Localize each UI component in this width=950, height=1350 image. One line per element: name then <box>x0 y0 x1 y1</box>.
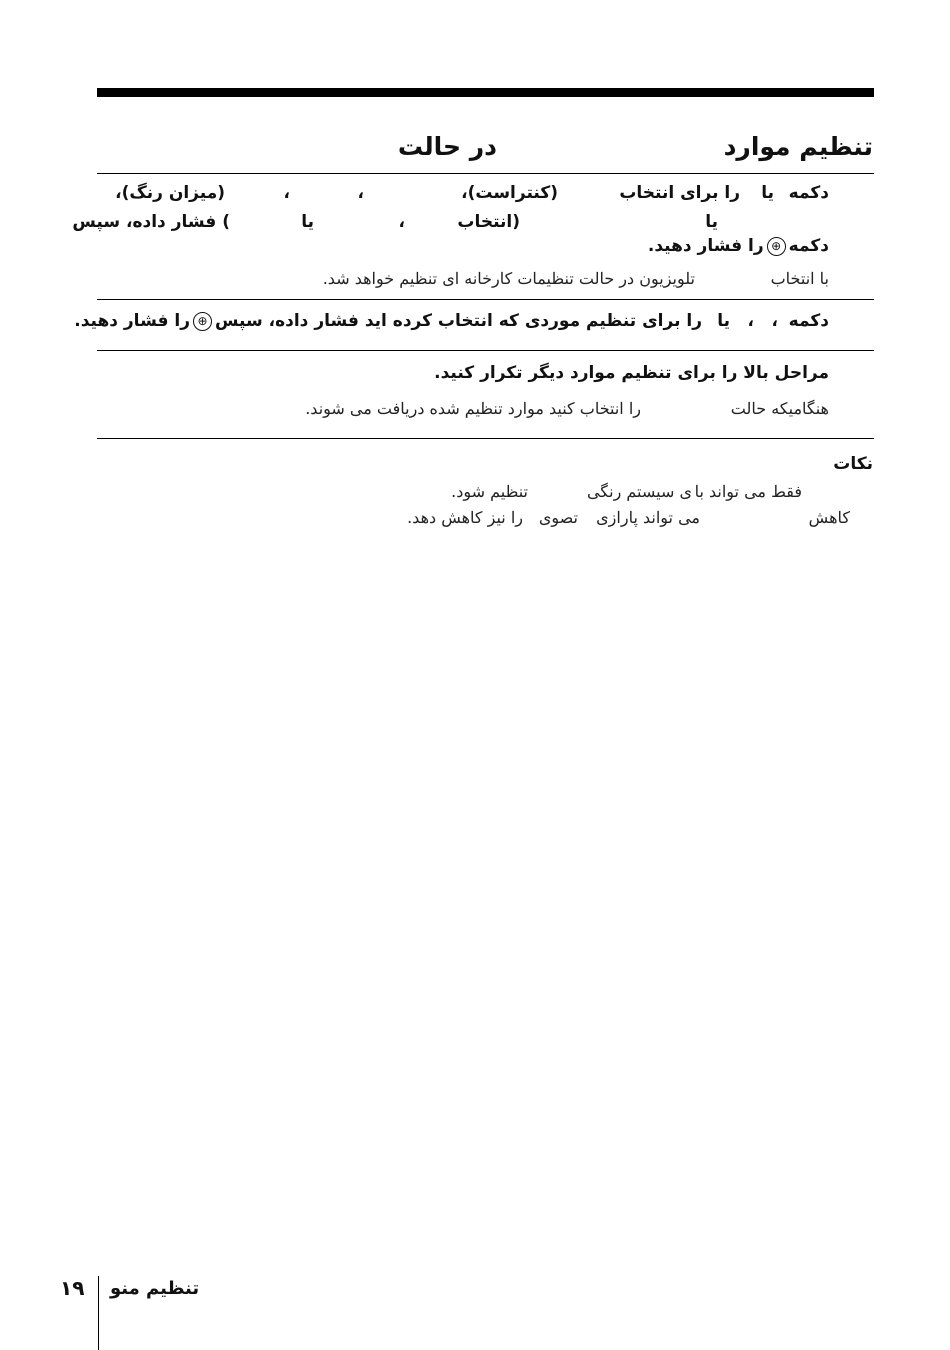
step3-note: را انتخاب کنید موارد تنظیم شده دریافت می شوند. <box>305 399 641 418</box>
page-number: ۱۹ <box>60 1276 85 1300</box>
step1-word: (کنتراست)، <box>461 183 558 203</box>
step1-word: (میزان رنگ)، <box>115 183 225 203</box>
step3-note: هنگامیکه حالت <box>730 399 829 418</box>
step1-word: را فشار دهید. <box>647 236 764 256</box>
step1-word: ، <box>357 183 364 203</box>
step2-word: را برای تنظیم موردی که انتخاب کرده اید فشار داده، سپس <box>215 311 702 331</box>
footer-divider <box>98 1276 99 1350</box>
circle-plus-icon: ⊕ <box>193 312 212 331</box>
notes-heading: نکات <box>833 454 873 474</box>
step2-text <box>74 311 702 331</box>
step1-word: ) فشار داده، سپس <box>72 212 230 232</box>
note-text: می تواند پارازی <box>596 508 700 527</box>
note-text: ی سیستم رنگی <box>586 482 692 501</box>
step2-word: ، <box>771 311 778 331</box>
step1-word: ، <box>283 183 290 203</box>
step1-note: تلویزیون در حالت تنظیمات کارخانه ای تنظیم خواهد شد. <box>322 269 695 288</box>
divider <box>97 438 874 439</box>
note-text: تنظیم شود. <box>451 482 528 501</box>
note-text: کاهش <box>808 508 850 527</box>
step1-word: یا <box>301 212 314 232</box>
step1-word: دکمه <box>788 236 829 256</box>
divider <box>97 350 874 351</box>
top-thick-rule <box>97 88 874 97</box>
page-title-mode: در حالت <box>397 132 497 161</box>
step1-word: را برای انتخاب <box>619 183 740 203</box>
step2-word: ، <box>747 311 754 331</box>
note-text: فقط می تواند با <box>694 482 802 501</box>
step3-text: مراحل بالا را برای تنظیم موارد دیگر تکرار کنید. <box>434 363 829 383</box>
note-text: را نیز کاهش دهد. <box>407 508 523 527</box>
step1-line3 <box>648 236 829 256</box>
page-title: تنظیم موارد <box>723 132 873 161</box>
note-text: تصوی <box>538 508 578 527</box>
circle-plus-icon: ⊕ <box>767 237 786 256</box>
step2-word: دکمه <box>788 311 829 331</box>
footer-section-title: تنظیم منو <box>110 1278 200 1299</box>
step1-word: یا <box>761 183 774 203</box>
step2-word: را فشار دهید. <box>74 311 191 331</box>
step1-word: (انتخاب <box>457 212 520 232</box>
step1-note: با انتخاب <box>770 269 829 288</box>
step1-word: ، <box>398 212 405 232</box>
step1-word: یا <box>705 212 718 232</box>
step2-word: یا <box>717 311 730 331</box>
divider <box>97 299 874 300</box>
step1-word: دکمه <box>788 183 829 203</box>
divider <box>97 173 874 174</box>
